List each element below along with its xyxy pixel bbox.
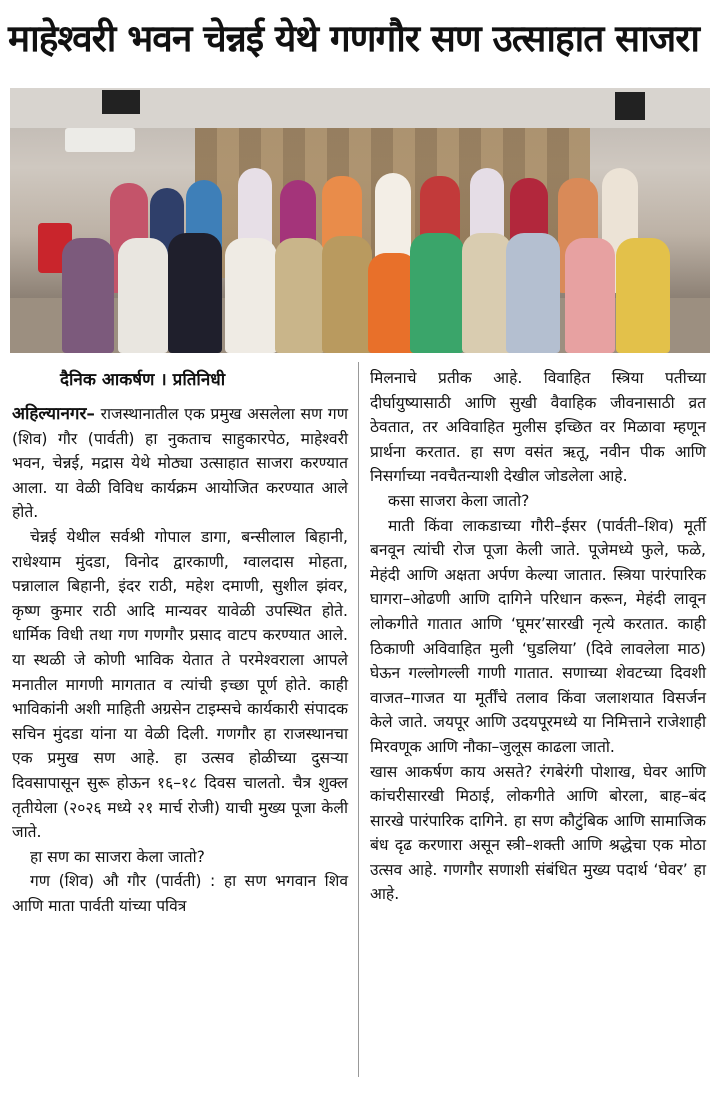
- person: [506, 233, 560, 353]
- speaker-right: [615, 92, 645, 120]
- person: [616, 238, 670, 353]
- person: [275, 238, 325, 353]
- subheading: कसा साजरा केला जातो?: [388, 491, 530, 510]
- person: [168, 233, 222, 353]
- paragraph: गण (शिव) औ गौर (पार्वती) : हा सण भगवान शिव आणि माता पार्वती यांच्या पवित्र: [12, 872, 348, 915]
- column-right: [370, 366, 706, 907]
- person: [462, 233, 512, 353]
- person: [62, 238, 114, 353]
- person: [225, 238, 277, 353]
- dateline: अहिल्यानगर–: [12, 404, 95, 424]
- column-divider: [358, 362, 359, 1077]
- subheading: हा सण का साजरा केला जातो?: [30, 847, 205, 866]
- paragraph: मिलनाचे प्रतीक आहे. विवाहित स्त्रिया पतीच्या दीर्घायुष्यासाठी आणि सुखी वैवाहिक जीवनासाठी व्रत ठेवतात, तर अविवाहित मुलीस इच्छित वर मिळावा म्हणून प्रार्थना करतात. हा सण वसंत ऋतू, नवीन पीक आणि निसर्गाच्या नवचैतन्याशी देखील जोडलेला आहे.: [370, 369, 706, 486]
- person: [322, 236, 372, 353]
- event-photo: [10, 88, 710, 353]
- column-left: [12, 402, 348, 918]
- person: [410, 233, 464, 353]
- person: [118, 238, 168, 353]
- paragraph: चेन्नई येथील सर्वश्री गोपाल डागा, बन्सीलाल बिहानी, राधेश्याम मुंदडा, विनोद द्वारकाणी, ग्वालदास मोहता, पन्नालाल बिहानी, इंदर राठी, महेश दमाणी, सुशील झंवर, कृष्ण कुमार राठी आदि मान्यवर यावेळी उपस्थित होते. धार्मिक विधी तथा गण गणगौर प्रसाद वाटप करण्यात आले. या स्थळी जे कोणी भाविक येतात ते परमेश्वराला आपले मनातील मागणी मागतात व त्यांची इच्छा पूर्ण होते. काही भाविकांनी अशी माहिती अग्रसेन टाइम्सचे कार्यकारी संपादक सचिन मुंदडा यांना या वेळी दिली. गणगौर हा राजस्थानचा एक प्रमुख सण आहे. हा उत्सव होळीच्या दुसर्‍या दिवसापासून सुरू होऊन १६–१८ दिवस चालतो. चैत्र शुक्ल तृतीयेला (२०२६ मध्ये २१ मार्च रोजी) याची मुख्य पूजा केली जाते.: [12, 527, 348, 842]
- person: [565, 238, 615, 353]
- air-conditioner: [65, 128, 135, 152]
- paragraph: खास आकर्षण काय असते? रंगबेरंगी पोशाख, घेवर आणि कांचरीसारखी मिठाई, लोकगीते आणि बोरला, बाह–बंद सारखे पारंपारिक दागिने. हा सण कौटुंबिक आणि सामाजिक बंध दृढ करणारा असून स्त्री–शक्ती आणि श्रद्धेचा एक मोठा उत्सव आहे. गणगौर सणाशी संबंधित मुख्य पदार्थ ‘घेवर’ हा आहे.: [370, 762, 706, 904]
- headline: माहेश्वरी भवन चेन्नई येथे गणगौर सण उत्साहात साजरा: [8, 17, 699, 60]
- paragraph: माती किंवा लाकडाच्या गौरी–ईसर (पार्वती–शिव) मूर्ती बनवून त्यांची रोज पूजा केली जाते. पूजेमध्ये फुले, फळे, मेहंदी आणि अक्षता अर्पण केल्या जातात. स्त्रिया पारंपारिक घागरा–ओढणी आणि दागिने परिधान करून, मेहंदी लावून लोकगीते गातात आणि ‘घूमर’सारखी नृत्ये करतात. काही ठिकाणी अविवाहित मुली ‘घुडलिया’ (दिवे लावलेला माठ) घेऊन गल्लोगल्ली गाणी गातात. सणाच्या शेवटच्या दिवशी वाजत–गाजत या मूर्तींचे तलाव किंवा जलाशयात विसर्जन केले जाते. जयपूर आणि उदयपूरमध्ये या निमित्ताने राजेशाही मिरवणूक आणि नौका–जुलूस काढला जातो.: [370, 516, 706, 756]
- byline: दैनिक आकर्षण । प्रतिनिधी: [60, 370, 226, 390]
- paragraph: राजस्थानातील एक प्रमुख असलेला सण गण (शिव) गौर (पार्वती) हा नुकताच साहुकारपेठ, माहेश्वरी भवन, चेन्नई, मद्रास येथे मोठ्या उत्साहात साजरा करण्यात आला. या वेळी विविध कार्यक्रम आयोजित करण्यात आले होते.: [12, 405, 348, 522]
- speaker-left: [102, 90, 140, 114]
